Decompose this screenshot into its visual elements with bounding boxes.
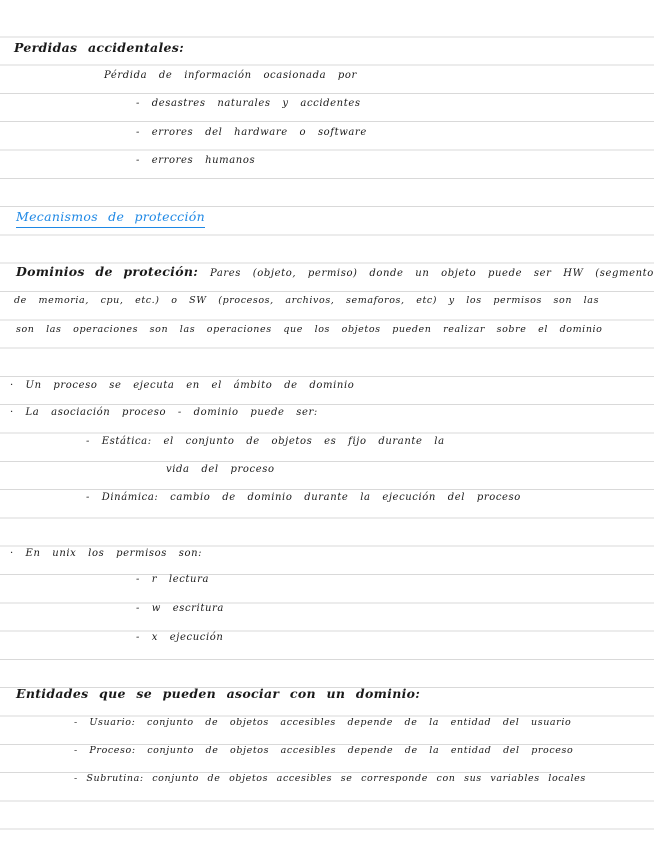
unix-item: - w escritura <box>136 603 224 614</box>
dominios-line-2: de memoria, cpu, etc.) o SW (procesos, archivos, semaforos, etc) y los permisos son las <box>14 295 600 306</box>
estatica-line-2: vida del proceso <box>166 464 275 475</box>
dinamica-line: - Dinámica: cambio de dominio durante la ejecución del proceso <box>86 492 521 503</box>
entidad-item: - Subrutina: conjunto de objetos accesibles se corresponde con sus variables locales <box>74 773 586 784</box>
dominios-definition: Pares (objeto, permiso) donde un objeto puede ser HW (segmento <box>209 268 654 279</box>
perdidas-item: - desastres naturales y accidentes <box>136 98 361 109</box>
entidades-heading: Entidades que se pueden asociar con un dominio: <box>16 686 421 701</box>
bullet-asociacion: · La asociación proceso - dominio puede ser: <box>10 407 318 418</box>
perdidas-item: - errores humanos <box>136 155 256 166</box>
dominios-line-3: son las operaciones son las operaciones que los objetos pueden realizar sobre el dominio <box>16 324 603 335</box>
entidad-item: - Usuario: conjunto de objetos accesibles depende de la entidad del usuario <box>74 717 572 728</box>
unix-item: - r lectura <box>136 574 210 585</box>
entidad-item: - Proceso: conjunto de objetos accesibles depende de la entidad del proceso <box>74 745 574 756</box>
unix-item: - x ejecución <box>136 632 224 643</box>
section-title-perdidas: Perdidas accidentales: <box>14 40 184 55</box>
perdidas-item: - errores del hardware o software <box>136 127 367 138</box>
section-title-mecanismos: Mecanismos de protección <box>16 209 205 228</box>
dominios-line-1 <box>16 264 654 279</box>
unix-title: · En unix los permisos son: <box>10 548 203 559</box>
dominios-heading: Dominios de proteción: <box>16 264 199 279</box>
estatica-line-1: - Estática: el conjunto de objetos es fijo durante la <box>86 436 445 447</box>
bullet-proceso: · Un proceso se ejecuta en el ámbito de dominio <box>10 380 355 391</box>
perdidas-intro: Pérdida de información ocasionada por <box>104 70 357 81</box>
